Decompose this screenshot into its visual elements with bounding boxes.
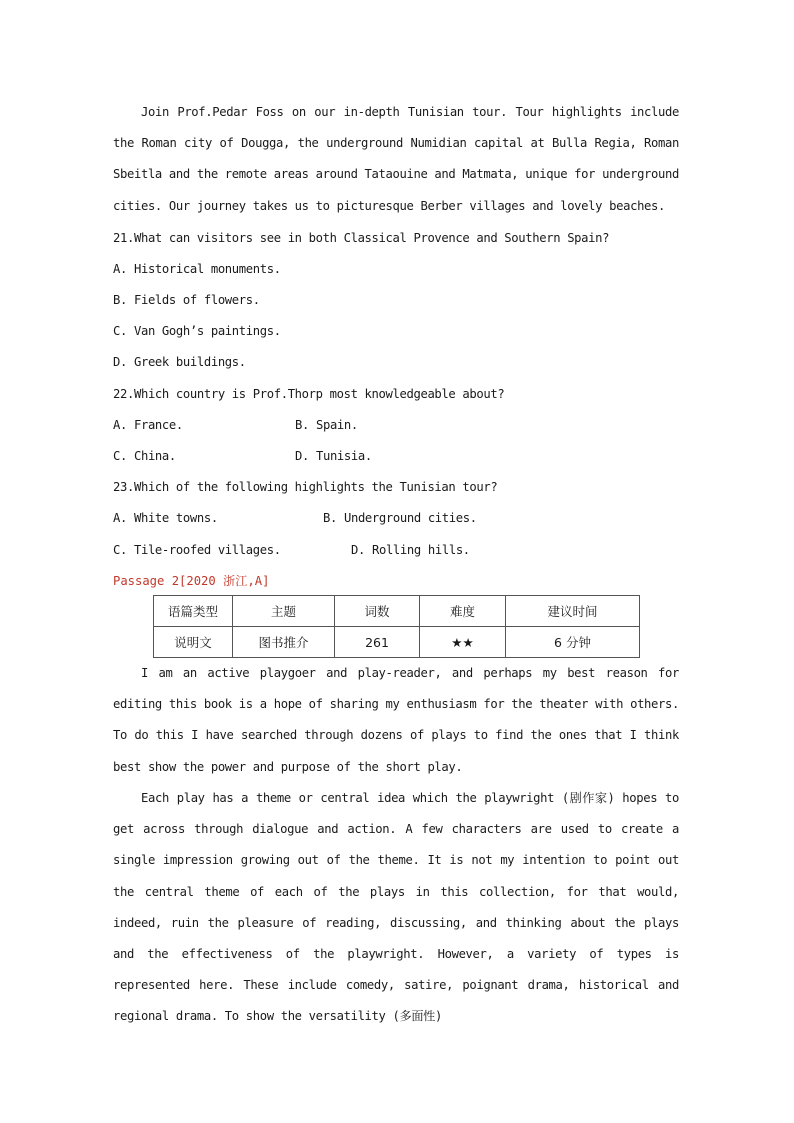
question-23-option-a: A. White towns. xyxy=(113,511,218,525)
question-21-option-b: B. Fields of flowers. xyxy=(113,293,260,307)
question-22-option-b: B. Spain. xyxy=(295,418,358,432)
question-21-option-c: C. Van Gogh’s paintings. xyxy=(113,324,281,338)
table-header-cell: 建议时间 xyxy=(506,596,640,627)
table-header-cell: 难度 xyxy=(420,596,506,627)
question-21-option-a: A. Historical monuments. xyxy=(113,262,281,276)
question-23-option-d: D. Rolling hills. xyxy=(351,543,470,557)
question-21-stem: 21.What can visitors see in both Classical Provence and Southern Spain? xyxy=(113,231,610,245)
table-cell: 6 分钟 xyxy=(506,627,640,658)
table-row xyxy=(154,627,640,658)
question-22-stem: 22.Which country is Prof.Thorp most knowledgeable about? xyxy=(113,387,505,401)
question-23-option-b: B. Underground cities. xyxy=(323,511,477,525)
table-cell: ★★ xyxy=(420,627,506,658)
tunisian-tour-paragraph: Join Prof.Pedar Foss on our in-depth Tunisian tour. Tour highlights include the Roman city of Dougga, the underground Numidian capital at Bulla Regia, Roman Sbeitla and the remote areas around Tataouine and Matmata, unique for underground cities. Our journey takes us to picturesque Berber villages and lovely beaches. xyxy=(113,105,679,213)
table-cell: 261 xyxy=(335,627,420,658)
passage-info-table xyxy=(153,595,640,658)
table-header-cell: 语篇类型 xyxy=(154,596,233,627)
question-23-option-c: C. Tile-roofed villages. xyxy=(113,543,281,557)
table-header-cell: 主题 xyxy=(233,596,335,627)
question-22-option-c: C. China. xyxy=(113,449,176,463)
passage-2-paragraph-1: I am an active playgoer and play-reader, and perhaps my best reason for editing this book is a hope of sharing my enthusiasm for the theater with others. To do this I have searched through dozens of plays to find the ones that I think best show the power and purpose of the short play. xyxy=(113,666,679,774)
table-cell: 说明文 xyxy=(154,627,233,658)
passage-2-heading: Passage 2[2020 浙江,A] xyxy=(113,574,270,588)
question-23-stem: 23.Which of the following highlights the Tunisian tour? xyxy=(113,480,498,494)
table-cell: 图书推介 xyxy=(233,627,335,658)
table-header-cell: 词数 xyxy=(335,596,420,627)
table-header-row xyxy=(154,596,640,627)
question-22-option-d: D. Tunisia. xyxy=(295,449,372,463)
passage-2-paragraph-2: Each play has a theme or central idea which the playwright (剧作家) hopes to get across through dialogue and action. A few characters are used to create a single impression growing out of the theme. It is not my intention to point out the central theme of each of the plays in this collection, for that would, indeed, ruin the pleasure of reading, discussing, and thinking about the plays and the effectiveness of the playwright. However, a variety of types is represented here. These include comedy, satire, poignant drama, historical and regional drama. To show the versatility (多面性) xyxy=(113,791,679,1024)
question-21-option-d: D. Greek buildings. xyxy=(113,355,246,369)
question-22-option-a: A. France. xyxy=(113,418,183,432)
